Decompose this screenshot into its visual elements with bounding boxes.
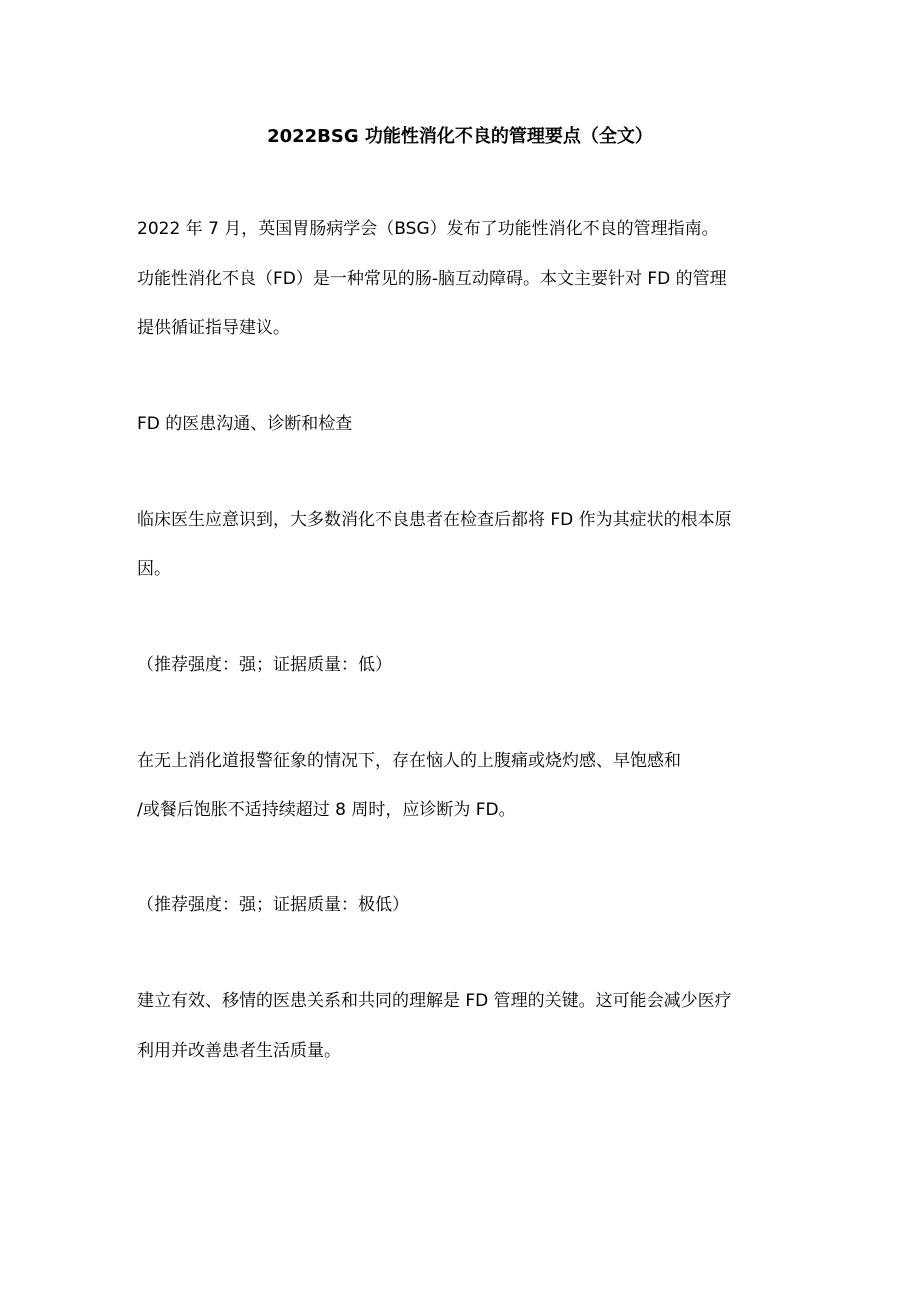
recommendation-1-line-1: 临床医生应意识到，大多数消化不良患者在检查后都将 FD 作为其症状的根本原 xyxy=(137,510,732,530)
paragraph-line-1: 建立有效、移情的医患关系和共同的理解是 FD 管理的关键。这可能会减少医疗 xyxy=(137,991,732,1011)
recommendation-1-strength: （推荐强度：强；证据质量：低） xyxy=(137,655,392,675)
section-heading: FD 的医患沟通、诊断和检查 xyxy=(137,414,353,434)
recommendation-2-line-1: 在无上消化道报警征象的情况下，存在恼人的上腹痛或烧灼感、早饱感和 xyxy=(137,751,681,771)
recommendation-1-line-2: 因。 xyxy=(137,559,171,579)
recommendation-2-strength: （推荐强度：强；证据质量：极低） xyxy=(137,895,409,915)
intro-line-1: 2022 年 7 月，英国胃肠病学会（BSG）发布了功能性消化不良的管理指南。 xyxy=(137,219,719,239)
document-title: 2022BSG 功能性消化不良的管理要点（全文） xyxy=(267,126,653,147)
intro-line-2: 功能性消化不良（FD）是一种常见的肠-脑互动障碍。本文主要针对 FD 的管理 xyxy=(137,269,727,289)
paragraph-line-2: 利用并改善患者生活质量。 xyxy=(137,1041,341,1061)
intro-line-3: 提供循证指导建议。 xyxy=(137,318,290,338)
recommendation-2-line-2: /或餐后饱胀不适持续超过 8 周时，应诊断为 FD。 xyxy=(137,800,516,820)
